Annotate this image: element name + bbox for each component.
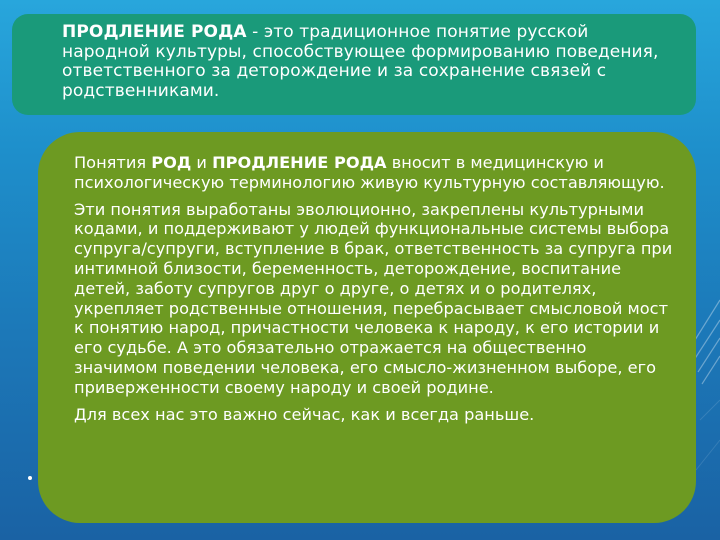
term-rod: РОД — [151, 153, 192, 172]
paragraph-body: Эти понятия выработаны эволюционно, закреплены культурными кодами, и поддерживают у людей функциональные системы выбора супруга/супруги, вступление в брак, ответственность за супруга при интимной близости, беременность, деторождение, воспитание детей, заботу супругов друг о друге, о детях и о родителях, укрепляет родственные отношения, перебрасывает смысловой мост к понятию народ, причастности человека к народу, к его истории и его судьбе. А это обязательно отражается на общественно значимом поведении человека, его смысло-жизненном выборе, его приверженности своему народу и своей родине. — [74, 199, 673, 397]
paragraph-conclusion: Для всех нас это важно сейчас, как и всегда раньше. — [74, 404, 535, 424]
definition-term: ПРОДЛЕНИЕ РОДА — [62, 22, 247, 42]
definition-body: - это традиционное понятие русской народной культуры, способствующее формированию поведения, ответственного за деторождение и за сохранение связей с родственниками. — [62, 22, 659, 101]
intro-rest: вносит в медицинскую и психологическую терминологию живую культурную составляющую. — [74, 153, 665, 192]
bullet-dot — [28, 476, 32, 480]
paragraph-intro — [74, 153, 674, 193]
definition-box — [12, 14, 696, 115]
intro-start: Понятия — [74, 153, 152, 172]
term-prodlenie-roda: ПРОДЛЕНИЕ РОДА — [212, 153, 387, 172]
intro-and: и — [191, 153, 213, 172]
main-text-box — [38, 132, 696, 523]
definition-text — [62, 22, 659, 101]
